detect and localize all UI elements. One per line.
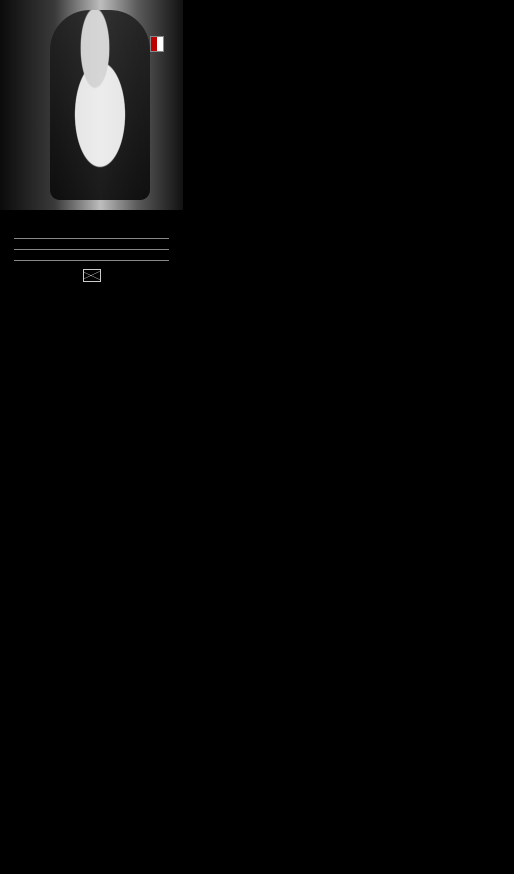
mail-icon[interactable]	[83, 269, 101, 282]
profile-photo	[0, 0, 183, 210]
divider	[14, 249, 169, 250]
divider	[14, 260, 169, 261]
divider	[14, 238, 169, 239]
quote-column	[0, 228, 183, 282]
crest-icon	[150, 36, 164, 52]
